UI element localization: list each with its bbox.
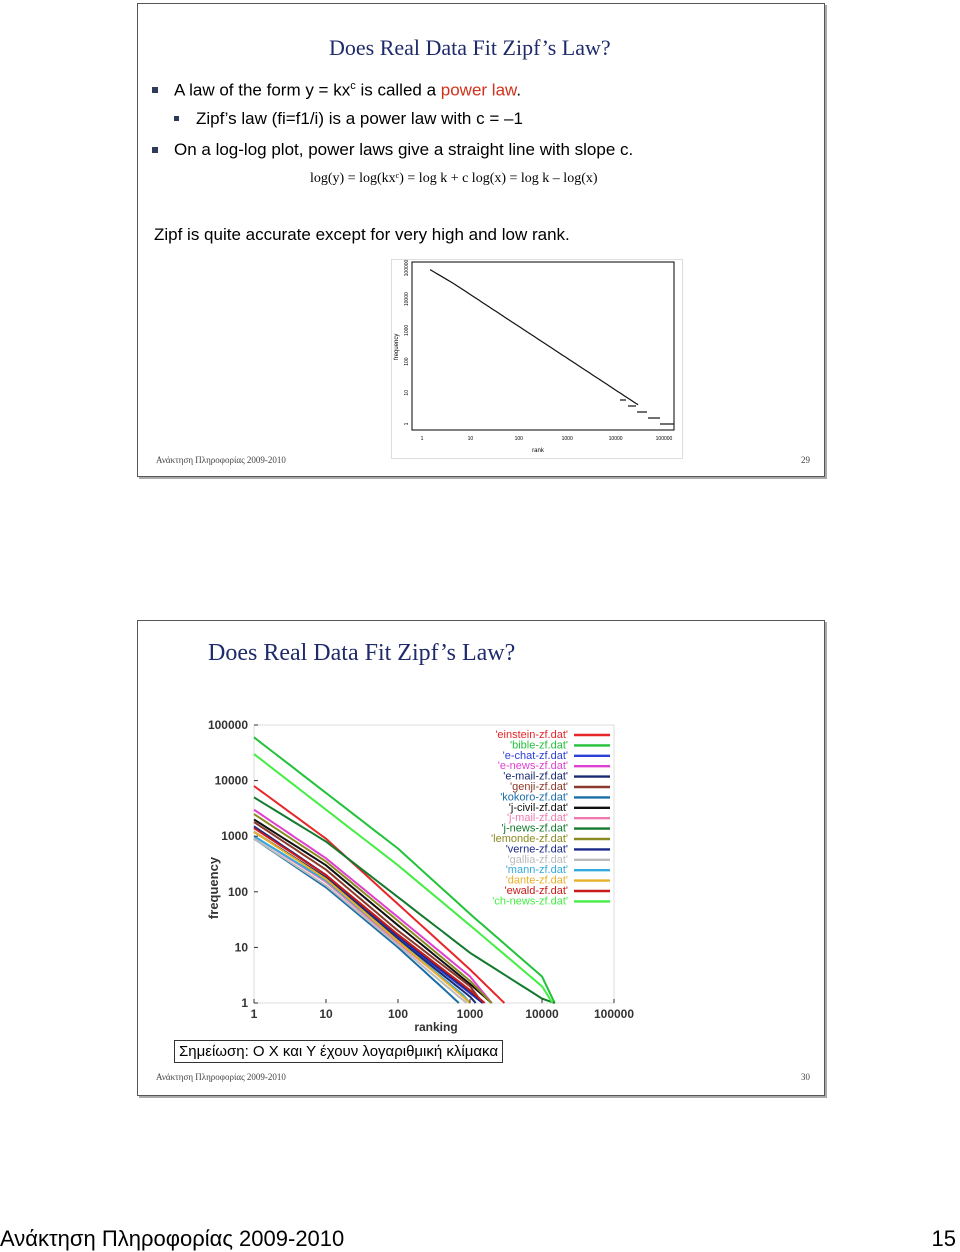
y-tick-label: 10 (404, 390, 410, 396)
x-tick-label: 1 (250, 1007, 258, 1021)
slide-title: Does Real Data Fit Zipf’s Law? (208, 640, 516, 666)
x-tick-label: 1000 (561, 436, 573, 442)
legend-label: 'kokoro-zf.dat' (500, 791, 568, 804)
legend-label: 'dante-zf.dat' (505, 874, 568, 887)
slide-number: 29 (801, 455, 810, 465)
y-tick-label: 100 (404, 357, 410, 366)
x-axis-label: rank (532, 448, 544, 454)
multi-corpus-chart (196, 713, 684, 1035)
bullet-superscript: c (350, 80, 356, 92)
slide-29 (137, 3, 825, 477)
legend-label: 'j-news-zf.dat' (501, 822, 568, 835)
bullet-square-icon (174, 116, 179, 121)
legend-label: 'lemonde-zf.dat' (491, 833, 568, 845)
legend-label: 'e-news-zf.dat' (497, 760, 568, 773)
bullet-square-icon (152, 147, 158, 153)
slide-number: 30 (801, 1072, 810, 1082)
multi-corpus-svg (196, 713, 684, 1035)
y-tick-label: 100000 (404, 260, 410, 277)
legend-label: 'gallia-zf.dat' (507, 853, 568, 866)
legend-label: 'ewald-zf.dat' (504, 885, 568, 897)
x-tick-label: 1000 (456, 1007, 484, 1021)
legend-label: 'genji-zf.dat' (509, 781, 568, 793)
x-tick-label: 100 (514, 436, 523, 442)
slide-title: Does Real Data Fit Zipf’s Law? (329, 35, 611, 60)
zipf-note: Zipf is quite accurate except for very high and low rank. (154, 225, 570, 244)
slide-30 (137, 620, 825, 1096)
y-axis-label: frequency (206, 856, 221, 920)
y-tick-label: 10000 (404, 292, 410, 307)
bullet-text: Zipf’s law (fi=f1/i) is a power law with c = –1 (196, 109, 523, 128)
legend-label: 'verne-zf.dat' (505, 843, 568, 856)
y-tick-label: 10 (234, 940, 248, 955)
y-tick-label: 1 (404, 422, 410, 426)
y-tick-label: 1000 (221, 829, 248, 844)
legend-label: 'mann-zf.dat' (505, 864, 568, 877)
legend-label: 'ch-news-zf.dat' (492, 895, 568, 908)
bullet-zipf-law (196, 109, 523, 129)
bullet-square-icon (152, 87, 158, 93)
page-footer: Ανάκτηση Πληροφορίας 2009-2010 (0, 1226, 345, 1251)
bullet-log-log (174, 140, 633, 160)
zipf-curve (430, 270, 638, 405)
bullet-text: A law of the form y = kx (174, 80, 351, 100)
highlight-text: power law (440, 80, 517, 100)
x-axis-label: ranking (414, 1020, 458, 1034)
x-tick-label: 10000 (525, 1007, 559, 1021)
legend-label: 'j-civil-zf.dat' (508, 801, 568, 814)
x-tick-label: 100000 (593, 1007, 635, 1021)
y-tick-label: 1 (241, 996, 248, 1010)
slide-footer: Ανάκτηση Πληροφορίας 2009-2010 (156, 1072, 286, 1082)
rank-frequency-svg (392, 260, 682, 458)
y-tick-label: 1000 (404, 324, 410, 336)
y-tick-label: 10000 (214, 773, 248, 788)
plot-frame (412, 262, 674, 430)
slide-footer: Ανάκτηση Πληροφορίας 2009-2010 (156, 455, 286, 465)
x-tick-label: 100 (387, 1007, 409, 1021)
bullet-text: is called a (355, 80, 441, 100)
legend-label: 'e-chat-zf.dat' (502, 749, 568, 762)
x-tick-label: 1 (420, 436, 424, 442)
page-number: 15 (931, 1226, 956, 1251)
formula: log(y) = log(kxᶜ) = log k + c log(x) = log k – log(x) (310, 171, 598, 186)
y-tick-label: 100 (227, 884, 248, 899)
x-tick-label: 10 (319, 1007, 333, 1021)
rank-frequency-plot (391, 259, 683, 459)
y-tick-label: 100000 (207, 718, 248, 732)
legend-label: 'bible-zf.dat' (509, 739, 568, 752)
legend-label: 'j-mail-zf.dat' (506, 812, 568, 825)
bullet-text: . (516, 80, 522, 100)
x-tick-label: 10000 (608, 436, 623, 442)
x-tick-label: 10 (467, 436, 474, 442)
legend-label: 'e-mail-zf.dat' (503, 770, 568, 783)
log-scale-note: Σημείωση: Ο Χ και Υ έχουν λογαριθμική κλίμακα (174, 1040, 503, 1063)
legend-label: 'einstein-zf.dat' (495, 729, 568, 741)
bullet-text: On a log-log plot, power laws give a straight line with slope c. (174, 140, 634, 159)
x-tick-label: 100000 (655, 436, 673, 442)
bullet-power-law (174, 80, 521, 101)
y-axis-label: frequency (394, 333, 400, 360)
